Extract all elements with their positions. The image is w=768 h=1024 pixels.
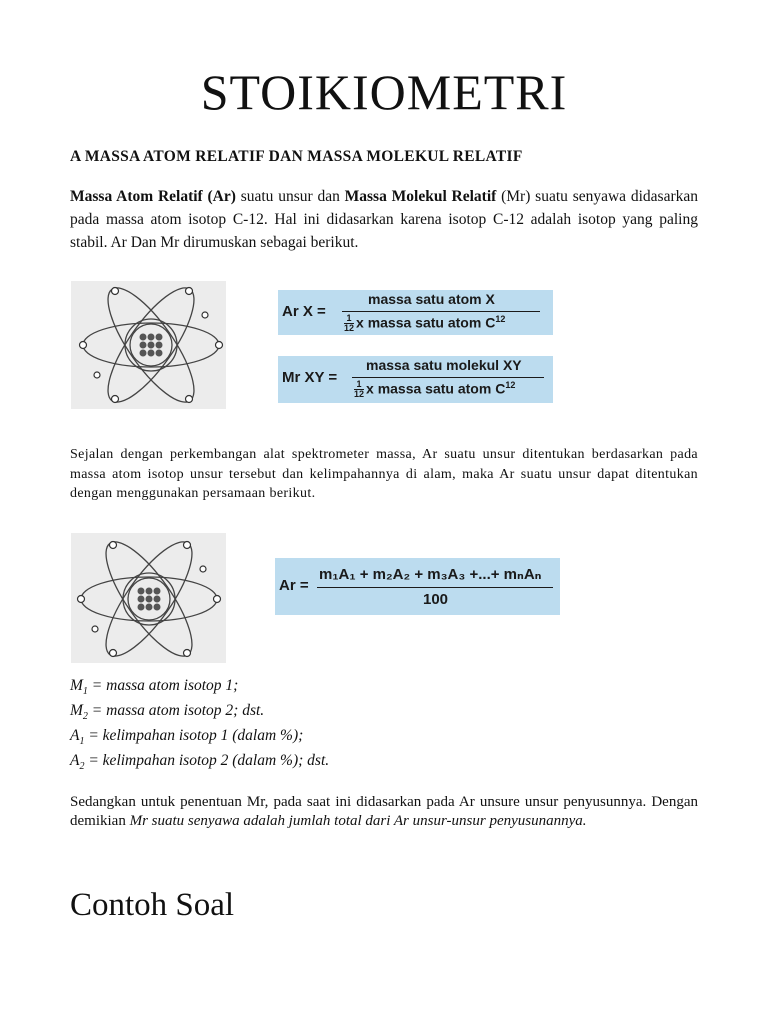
def-symbol: A (70, 727, 80, 745)
frac-den: 12 (344, 323, 355, 334)
fraction-bar (342, 311, 540, 312)
definitions-list (70, 676, 570, 776)
definition-item (70, 701, 570, 726)
def-text: = massa atom isotop 2; dst. (87, 702, 265, 720)
section-heading: A MASSA ATOM RELATIF DAN MASSA MOLEKUL RELATIF (70, 148, 523, 165)
formula-ar-sup: 12 (495, 314, 506, 324)
formula-mr-denominator: x massa satu atom C (366, 380, 506, 397)
formula-mr-numerator: massa satu molekul XY (366, 357, 522, 373)
paragraph-mr-text: Sedangkan untuk penentuan Mr, pada saat ini didasarkan pada Ar unsure unsur penyusunnya. Dengan demikian (70, 794, 698, 829)
frac-num: 1 (344, 314, 354, 324)
def-symbol: M (70, 677, 83, 694)
formula-ar (278, 290, 553, 335)
intro-paragraph (70, 185, 698, 254)
one-twelfth (344, 314, 354, 333)
formula-avg-numerator: m₁A₁ + m₂A₂ + m₃A₃ +...+ mₙAₙ (319, 566, 542, 583)
definition-item (70, 751, 570, 776)
def-subscript: 1 (82, 686, 88, 698)
formula-ar-numerator: massa satu atom X (368, 291, 495, 307)
formula-mr-denominator-group (354, 380, 515, 399)
def-subscript: 1 (79, 736, 85, 748)
formula-ar-denominator: x massa satu atom C (356, 314, 496, 331)
one-twelfth (354, 380, 364, 399)
term-mr: Massa Molekul Relatif (344, 188, 497, 205)
intro-text-2: (Mr) suatu senyawa didasarkan pada massa atom isotop C-12. Hal ini didasarkan karena isotop C-12 adalah isotop yang paling stabil. Ar Dan Mr dirumuskan sebagai berikut. (70, 188, 698, 251)
atom-diagram-icon (71, 281, 226, 409)
formula-ar-lhs: Ar X = (282, 303, 326, 320)
definition-item (70, 676, 570, 701)
def-text: = kelimpahan isotop 2 (dalam %); dst. (84, 752, 330, 770)
intro-text-1: suatu unsur dan (235, 188, 345, 205)
formula-mr-sup: 12 (505, 380, 516, 390)
frac-num: 1 (354, 380, 364, 390)
formula-avg-lhs: Ar = (279, 577, 309, 594)
def-text: = massa atom isotop 1; (87, 677, 239, 694)
def-subscript: 2 (79, 761, 85, 773)
term-ar: Massa Atom Relatif (Ar) (70, 188, 236, 205)
paragraph-spektrometer: Sejalan dengan perkembangan alat spektrometer massa, Ar suatu unsur ditentukan berdasarkan pada massa atom isotop unsur tersebut dan kelimpahannya di alam, maka Ar suatu unsur dapat ditentukan dengan menggunakan persamaan berikut. (70, 447, 698, 501)
formula-mr-lhs: Mr XY = (282, 369, 338, 386)
formula-ar-average (275, 558, 560, 615)
page-title: STOIKIOMETRI (200, 64, 568, 120)
formula-avg-denominator: 100 (423, 591, 449, 608)
formula-ar-denominator-group (344, 314, 505, 333)
paragraph-mr-italic: Mr suatu senyawa adalah jumlah total dari Ar unsur-unsur penyusunannya. (129, 813, 587, 829)
def-text: = kelimpahan isotop 1 (dalam %); (84, 727, 304, 745)
definition-item (70, 726, 570, 751)
frac-den: 12 (354, 389, 365, 400)
fraction-bar (352, 377, 544, 378)
paragraph-mr (70, 793, 698, 831)
subheading-contoh-soal: Contoh Soal (70, 887, 235, 923)
def-symbol: M (70, 702, 83, 720)
def-subscript: 2 (82, 711, 88, 723)
def-symbol: A (70, 752, 80, 770)
formula-mr (278, 356, 553, 403)
fraction-bar (317, 587, 553, 588)
atom-diagram-icon (71, 533, 226, 663)
